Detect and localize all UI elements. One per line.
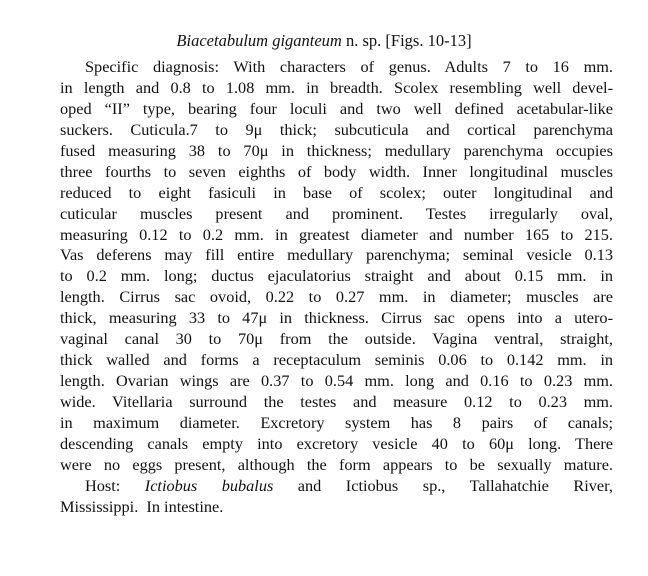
text-segment: Vas deferens may fill entire medullary parenchyma; seminal vesicle 0.13 <box>60 245 613 265</box>
text-segment: Mississippi. In intestine. <box>60 496 224 516</box>
text-segment: to 0.2 mm. long; ductus ejaculatorius straight and about 0.15 mm. in <box>60 266 613 286</box>
heading-suffix: n. sp. [Figs. 10-13] <box>341 31 472 50</box>
text-line <box>60 204 613 225</box>
text-segment: vaginal canal 30 to 70μ from the outside. Vagina ventral, straight, <box>60 329 613 349</box>
text-line <box>60 120 613 141</box>
text-line <box>60 413 613 434</box>
text-line <box>60 183 613 204</box>
text-line <box>60 162 613 183</box>
text-segment: wide. Vitellaria surround the testes and measure 0.12 to 0.23 mm. <box>60 392 613 411</box>
text-line <box>60 476 613 497</box>
text-line <box>60 141 613 162</box>
text-line <box>60 392 613 413</box>
text-segment: fused measuring 38 to 70μ in thickness; medullary parenchyma occupies <box>60 140 613 160</box>
text-segment: thick walled and forms a receptaculum seminis 0.06 to 0.142 mm. in <box>60 350 613 370</box>
text-segment: measuring 0.12 to 0.2 mm. in greatest diameter and number 165 to 215. <box>60 224 613 244</box>
text-line <box>60 225 613 246</box>
text-line <box>60 455 613 476</box>
italic-text: Ictiobus bubalus <box>144 475 274 495</box>
text-segment: suckers. Cuticula.7 to 9μ thick; subcuticula and cortical parenchyma <box>60 119 613 139</box>
text-line <box>60 57 613 78</box>
text-line <box>60 434 613 455</box>
text-segment: oped “II” type, bearing four loculi and two well defined acetabular-like <box>60 98 613 118</box>
text-segment: thick, measuring 33 to 47μ in thickness. Cirrus sac opens into a utero- <box>60 308 613 328</box>
text-line <box>60 99 613 120</box>
text-line <box>60 245 613 266</box>
text-line <box>60 308 613 329</box>
text-segment: Host: <box>85 475 145 495</box>
species-description <box>60 57 613 518</box>
text-line <box>60 266 613 287</box>
species-name: Biacetabulum giganteum <box>176 31 342 50</box>
section-heading <box>0 30 648 52</box>
text-segment: reduced to eight fasiculi in base of scolex; outer longitudinal and <box>60 182 613 202</box>
text-segment: three fourths to seven eighths of body width. Inner longitudinal muscles <box>60 161 613 181</box>
text-segment: length. Cirrus sac ovoid, 0.22 to 0.27 mm. in diameter; muscles are <box>60 287 613 307</box>
text-line <box>60 497 613 518</box>
text-segment: and Ictiobus sp., Tallahatchie River, <box>273 475 613 495</box>
text-segment: cuticular muscles present and prominent. Testes irregularly oval, <box>60 203 613 223</box>
text-line <box>60 350 613 371</box>
text-line <box>60 371 613 392</box>
text-line <box>60 329 613 350</box>
text-segment: Specific diagnosis: With characters of genus. Adults 7 to 16 mm. <box>85 57 613 76</box>
text-segment: in length and 0.8 to 1.08 mm. in breadth. Scolex resembling well devel- <box>60 77 613 97</box>
text-segment: length. Ovarian wings are 0.37 to 0.54 mm. long and 0.16 to 0.23 mm. <box>60 371 613 391</box>
text-segment: were no eggs present, although the form appears to be sexually mature. <box>60 454 613 474</box>
text-line <box>60 287 613 308</box>
text-segment: in maximum diameter. Excretory system has 8 pairs of canals; <box>60 412 613 432</box>
text-line <box>60 78 613 99</box>
text-segment: descending canals empty into excretory vesicle 40 to 60μ long. There <box>60 433 613 453</box>
